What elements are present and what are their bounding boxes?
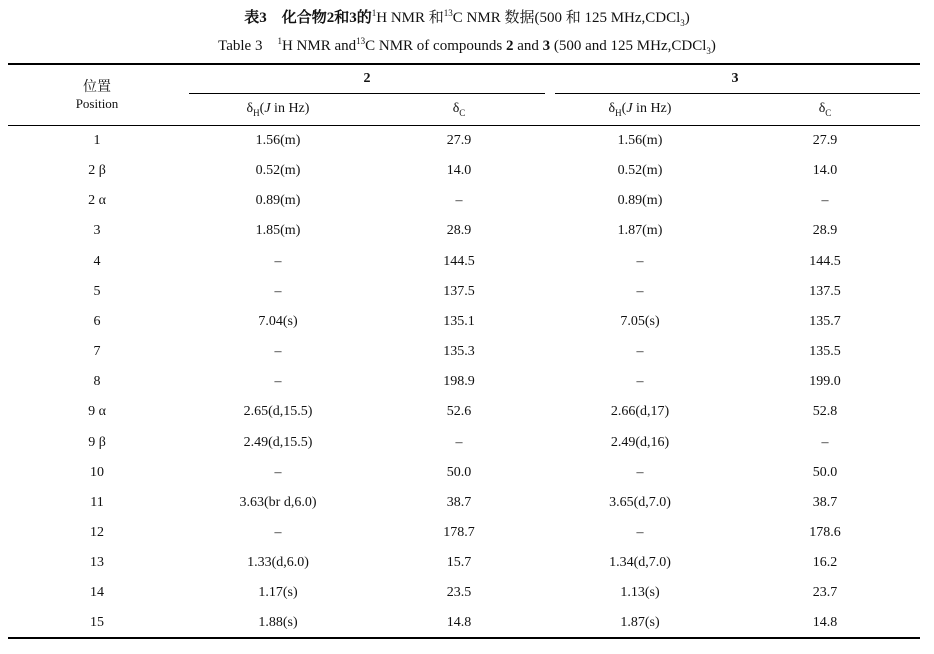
delta-h-cell-2: 7.04(s) <box>258 313 298 329</box>
table-caption-english <box>0 34 934 56</box>
in-hz-label: in Hz) <box>270 101 310 116</box>
in-hz-label: in Hz) <box>632 101 672 116</box>
delta-h-cell-3: 0.52(m) <box>617 163 663 179</box>
delta-h-cell-2: – <box>274 524 282 540</box>
position-cell: 1 <box>93 133 101 148</box>
caption-en-and: and <box>513 38 543 54</box>
caption-cn-mid: 的 <box>356 10 372 26</box>
caption-en-c-nmr: C NMR of compounds <box>365 38 506 54</box>
delta-h-cell-3: 1.87(m) <box>617 223 663 239</box>
table-top-rule <box>8 63 920 65</box>
group-3-header: 3 <box>731 71 739 86</box>
position-cell: 5 <box>93 283 101 299</box>
position-cell: 12 <box>90 524 104 540</box>
caption-en-h-nmr: H NMR and <box>281 38 357 54</box>
delta-h-cell-3: – <box>636 253 644 269</box>
delta-c-cell-2: 14.8 <box>446 615 472 631</box>
delta-symbol: δ <box>246 101 254 116</box>
j-symbol: J <box>264 101 271 116</box>
group-2-underline <box>189 93 545 94</box>
caption-cn-sup13: 13 <box>443 8 453 18</box>
delta-h-cell-2: – <box>274 374 282 390</box>
delta-h-cell-3: – <box>636 374 644 390</box>
delta-c-cell-3: 23.7 <box>812 585 838 601</box>
table-caption-chinese <box>0 6 934 28</box>
delta-c-cell-2: – <box>455 434 463 450</box>
delta-h-cell-2: 1.17(s) <box>258 585 298 601</box>
delta-h-cell-2: – <box>274 344 282 360</box>
delta-c-cell-2: 198.9 <box>443 374 475 390</box>
delta-c-cell-2: 15.7 <box>446 555 472 571</box>
delta-h-cell-2: – <box>274 283 282 299</box>
delta-h-cell-2: 1.56(m) <box>255 133 301 148</box>
caption-cn-sub3: 3 <box>680 18 685 28</box>
position-cell: 9 α <box>88 404 106 420</box>
caption-en-sub3: 3 <box>706 46 711 56</box>
delta-h-cell-3: 2.66(d,17) <box>610 404 670 420</box>
delta-sub-h: H <box>615 107 622 118</box>
delta-c-cell-2: 135.1 <box>443 313 475 329</box>
delta-sub-h: H <box>253 107 260 118</box>
delta-c-cell-3: 38.7 <box>812 494 838 510</box>
delta-h-cell-3: – <box>636 524 644 540</box>
caption-en-compound-2: 2 <box>505 38 514 54</box>
delta-c-cell-3: 14.0 <box>812 163 838 179</box>
delta-c-cell-3: 135.7 <box>809 313 841 329</box>
delta-c-cell-2: 28.9 <box>446 223 472 239</box>
delta-h-cell-3: – <box>636 283 644 299</box>
delta-c-cell-2: 38.7 <box>446 494 472 510</box>
delta-h-cell-2: 1.88(s) <box>258 615 298 631</box>
delta-c-cell-2: – <box>455 193 463 209</box>
delta-c-cell-3: – <box>821 193 829 209</box>
delta-h-cell-3: 1.87(s) <box>620 615 660 631</box>
caption-en-sup13: 13 <box>356 36 366 46</box>
caption-cn-h-nmr: H NMR 和 <box>376 10 444 26</box>
table-header-rule <box>8 125 920 126</box>
col-delta-h-header-3 <box>609 101 672 118</box>
delta-c-cell-2: 137.5 <box>443 283 475 299</box>
delta-h-cell-2: – <box>274 253 282 269</box>
delta-h-cell-2: 1.85(m) <box>255 223 301 239</box>
paren-open: ( <box>621 101 627 116</box>
delta-h-cell-3: – <box>636 344 644 360</box>
caption-cn-end: ) <box>684 10 690 26</box>
col-delta-c-header-2 <box>453 101 466 118</box>
delta-c-cell-2: 23.5 <box>446 585 472 601</box>
delta-c-cell-2: 144.5 <box>443 253 475 269</box>
delta-h-cell-3: 0.89(m) <box>617 193 663 209</box>
delta-c-cell-2: 14.0 <box>446 163 472 179</box>
position-cell: 15 <box>90 615 104 631</box>
delta-h-cell-2: 1.33(d,6.0) <box>247 555 309 571</box>
delta-c-cell-2: 50.0 <box>446 464 472 480</box>
position-cell: 13 <box>90 555 104 571</box>
caption-en-sup1: 1 <box>277 36 282 46</box>
delta-h-cell-3: 1.56(m) <box>617 133 663 148</box>
delta-h-cell-3: 7.05(s) <box>620 313 660 329</box>
caption-en-end: ) <box>710 38 716 54</box>
caption-cn-sup1: 1 <box>371 8 377 18</box>
delta-c-cell-2: 27.9 <box>446 133 472 148</box>
table-bottom-rule <box>8 637 920 639</box>
caption-en-rest: (500 and 125 MHz,CDCl <box>550 38 707 54</box>
delta-h-cell-2: 0.89(m) <box>255 193 301 209</box>
delta-c-cell-3: 27.9 <box>812 133 838 148</box>
caption-cn-and: 和 <box>334 10 350 26</box>
caption-en-compound-3: 3 <box>542 38 551 54</box>
delta-symbol: δ <box>818 101 826 116</box>
delta-c-cell-3: 28.9 <box>812 223 838 239</box>
delta-h-cell-2: 0.52(m) <box>255 163 301 179</box>
position-header-cn: 位置 <box>83 80 111 95</box>
delta-sub-c: C <box>825 107 832 118</box>
position-cell: 6 <box>93 313 101 329</box>
col-delta-c-header-3 <box>819 101 832 118</box>
position-cell: 11 <box>90 494 104 510</box>
position-header-en: Position <box>75 96 119 111</box>
position-cell: 9 β <box>88 434 106 450</box>
paren-open: ( <box>259 101 265 116</box>
caption-cn-prefix: 表3 化合物 <box>244 10 327 26</box>
delta-h-cell-2: 2.65(d,15.5) <box>243 404 313 420</box>
delta-c-cell-2: 52.6 <box>446 404 472 420</box>
delta-h-cell-3: 1.13(s) <box>620 585 660 601</box>
position-cell: 8 <box>93 374 101 390</box>
delta-h-cell-2: 3.63(br d,6.0) <box>239 494 317 510</box>
position-cell: 2 β <box>88 163 106 179</box>
delta-symbol: δ <box>452 101 460 116</box>
delta-c-cell-3: 137.5 <box>809 283 841 299</box>
position-cell: 3 <box>93 223 101 239</box>
position-cell: 14 <box>90 585 104 601</box>
delta-c-cell-3: 50.0 <box>812 464 838 480</box>
delta-c-cell-3: 144.5 <box>809 253 841 269</box>
delta-sub-c: C <box>459 107 466 118</box>
delta-h-cell-2: – <box>274 464 282 480</box>
delta-c-cell-2: 135.3 <box>443 344 475 360</box>
delta-c-cell-3: 14.8 <box>812 615 838 631</box>
delta-c-cell-3: 52.8 <box>812 404 838 420</box>
delta-h-cell-3: 2.49(d,16) <box>610 434 670 450</box>
position-cell: 7 <box>93 344 101 360</box>
delta-c-cell-3: 135.5 <box>809 344 841 360</box>
delta-h-cell-3: 1.34(d,7.0) <box>609 555 671 571</box>
delta-c-cell-3: 199.0 <box>809 374 841 390</box>
group-3-underline <box>555 93 920 94</box>
j-symbol: J <box>626 101 633 116</box>
caption-cn-compound-3: 3 <box>349 10 357 26</box>
col-delta-h-header-2 <box>247 101 310 118</box>
position-cell: 4 <box>93 253 101 269</box>
delta-h-cell-2: 2.49(d,15.5) <box>243 434 313 450</box>
delta-c-cell-3: 16.2 <box>812 555 838 571</box>
position-cell: 2 α <box>88 193 106 209</box>
caption-cn-compound-2: 2 <box>326 10 335 26</box>
delta-c-cell-2: 178.7 <box>443 524 475 540</box>
position-cell: 10 <box>90 464 104 480</box>
delta-h-cell-3: – <box>636 464 644 480</box>
delta-c-cell-3: – <box>821 434 829 450</box>
delta-symbol: δ <box>608 101 616 116</box>
group-2-header: 2 <box>363 71 371 86</box>
caption-cn-c-nmr: C NMR 数据(500 和 125 MHz,CDCl <box>452 10 681 26</box>
caption-en-prefix: Table 3 <box>218 38 278 54</box>
delta-c-cell-3: 178.6 <box>809 524 841 540</box>
delta-h-cell-3: 3.65(d,7.0) <box>609 494 671 510</box>
